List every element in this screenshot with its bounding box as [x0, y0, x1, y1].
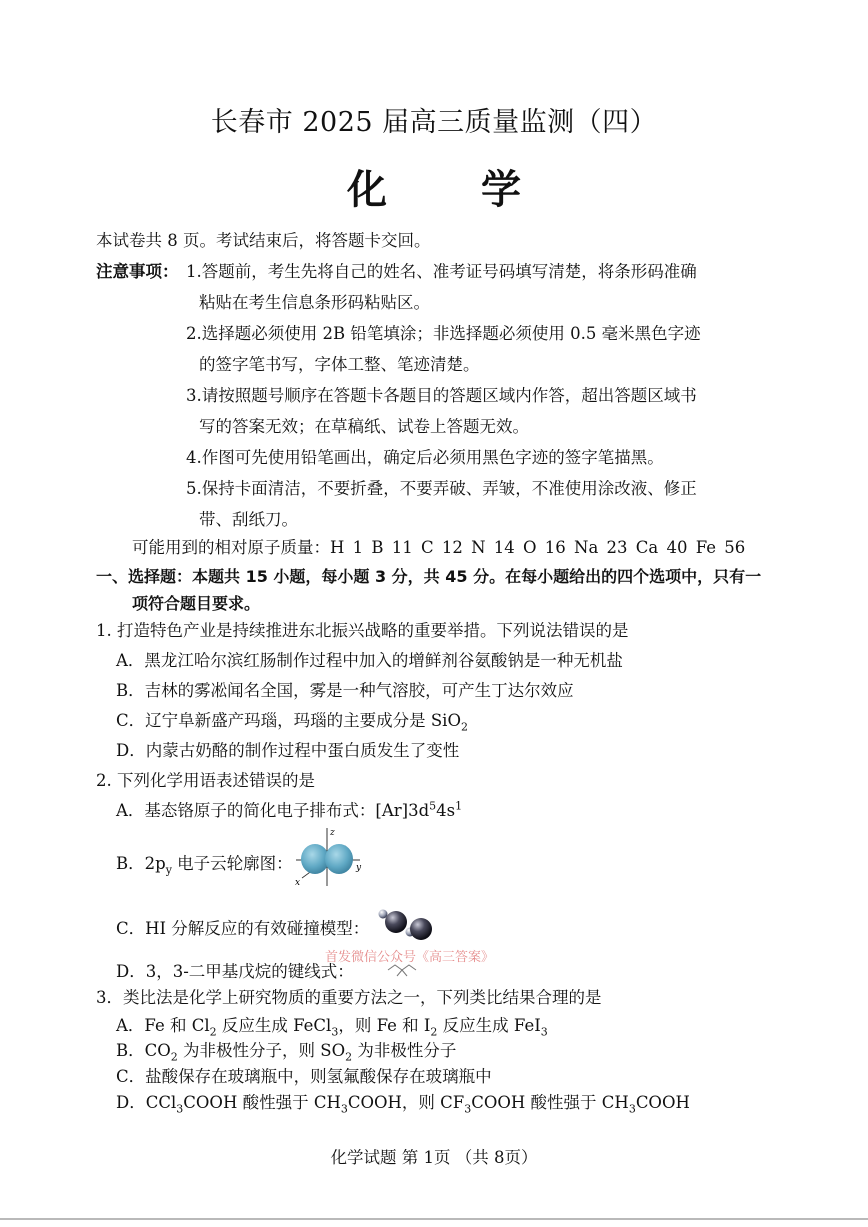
- orbital-lobe-right: [325, 844, 353, 874]
- iodine-atom-icon: [385, 911, 407, 933]
- bond-line-structure: [385, 958, 421, 978]
- section-heading-line-2: 项符合题目要求。: [132, 594, 261, 613]
- section-heading-line-1: 一、选择题：本题共 15 小题，每小题 3 分，共 45 分。在每小题给出的四个选项中，只有一: [96, 567, 762, 586]
- hi-collision-model: [376, 906, 436, 946]
- notice-item-2-line-1: 2.选择题必须使用 2B 铅笔填涂；非选择题必须使用 0.5 毫米黑色字迹: [186, 324, 701, 343]
- question-3-option-b: B．$CO_2$ 为非极性分子，则 $SO_2$ 为非极性分子: [116, 1041, 457, 1064]
- notice-item-2-line-2: 的签字笔书写，字体工整、笔迹清楚。: [199, 355, 480, 374]
- question-1-option-d: D．内蒙古奶酪的制作过程中蛋白质发生了变性: [116, 741, 460, 760]
- axis-label-x: x: [295, 878, 301, 888]
- exam-title: 长春市 2025 届高三质量监测（四）: [210, 107, 658, 138]
- question-3-stem: 3．类比法是化学上研究物质的重要方法之一，下列类比结果合理的是: [96, 988, 602, 1007]
- notice-item-1-line-1: 1.答题前，考生先将自己的姓名、准考证号码填写清楚，将条形码准确: [186, 262, 697, 281]
- notice-item-5-line-2: 带、刮纸刀。: [199, 510, 298, 529]
- notice-item-5-line-1: 5.保持卡面清洁，不要折叠，不要弄破、弄皱，不准使用涂改液、修正: [186, 479, 697, 498]
- page-footer: 化学试题 第 1页 （共 8页）: [330, 1148, 538, 1167]
- axis-label-z: z: [330, 828, 335, 838]
- question-1-option-b: B．吉林的雾凇闻名全国，雾是一种气溶胶，可产生丁达尔效应: [116, 681, 574, 700]
- question-2-option-c: C．HI 分解反应的有效碰撞模型：: [116, 919, 370, 938]
- question-1-option-a: A．黑龙江哈尔滨红肠制作过程中加入的增鲜剂谷氨酸钠是一种无机盐: [116, 651, 623, 670]
- question-3-option-d: D．CCl$_3$COOH 酸性强于 $CH_3COOH$，则 $CF_3COOH$ 酸性强于 $CH_3COOH$: [116, 1093, 690, 1116]
- notice-label: 注意事项：: [96, 262, 179, 281]
- subject-title: 化 学: [347, 166, 561, 213]
- intro-text: 本试卷共 8 页。考试结束后，将答题卡交回。: [96, 231, 431, 250]
- question-2-option-a: A．基态铬原子的简化电子排布式：$[Ar]3d^54s^1$: [116, 799, 463, 820]
- iodine-atom-icon: [410, 918, 432, 940]
- watermark-text: 首发微信公众号《高三答案》: [325, 950, 495, 965]
- notice-item-1-line-2: 粘贴在考生信息条形码粘贴区。: [199, 293, 430, 312]
- question-1-stem: 1. 打造特色产业是持续推进东北振兴战略的重要举措。下列说法错误的是: [96, 621, 629, 640]
- notice-item-3-line-2: 写的答案无效；在草稿纸、试卷上答题无效。: [199, 417, 529, 436]
- notice-item-4: 4.作图可先使用铅笔画出，确定后必须用黑色字迹的签字笔描黑。: [186, 448, 664, 467]
- question-1-option-c: C．辽宁阜新盛产玛瑙，玛瑙的主要成分是 SiO$_2$: [116, 711, 468, 734]
- atomic-masses: 可能用到的相对原子质量：H 1 B 11 C 12 N 14 O 16 Na 23 Ca 40 Fe 56: [132, 538, 746, 557]
- axis-label-y: y: [356, 863, 362, 873]
- question-2-option-d: D．3，3-二甲基戊烷的键线式：: [116, 962, 354, 981]
- question-2-option-b: B．$2p_y$ 电子云轮廓图：: [116, 854, 293, 877]
- p-orbital-diagram: [290, 826, 366, 888]
- notice-item-3-line-1: 3.请按照题号顺序在答题卡各题目的答题区域内作答，超出答题区域书: [186, 386, 697, 405]
- question-3-option-a: A．Fe 和 $Cl_2$ 反应生成 FeCl$_3$，则 Fe 和 $I_2$ 反应生成 FeI$_3$: [116, 1016, 548, 1039]
- question-2-stem: 2. 下列化学用语表述错误的是: [96, 771, 315, 790]
- orbital-lobe-left: [301, 844, 329, 874]
- scan-edge-divider: [0, 1218, 868, 1220]
- question-3-option-c: C．盐酸保存在玻璃瓶中，则氢氟酸保存在玻璃瓶中: [116, 1067, 492, 1086]
